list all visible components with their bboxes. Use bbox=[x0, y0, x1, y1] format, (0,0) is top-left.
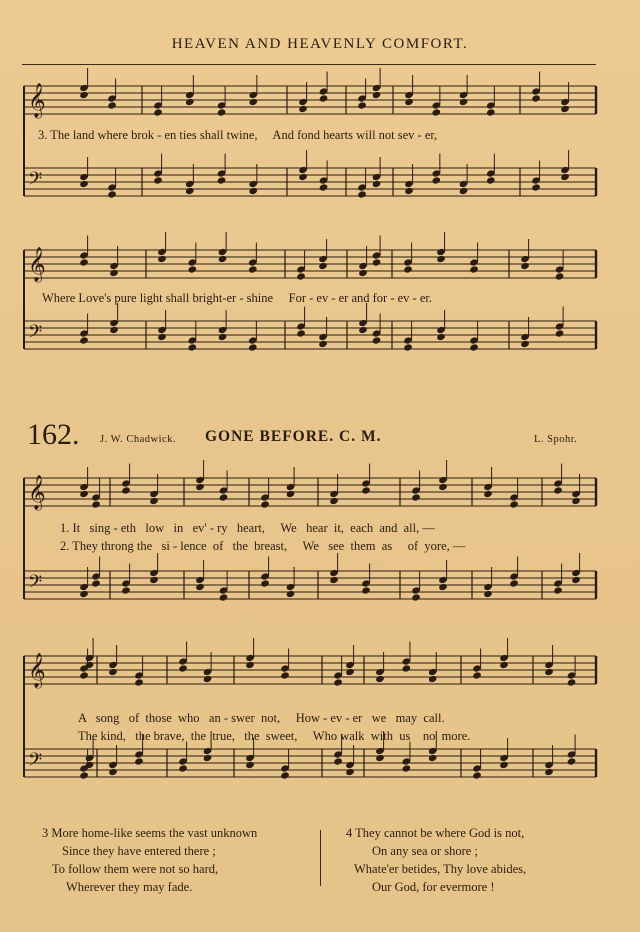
note-head bbox=[372, 258, 382, 266]
lyric-s1-verse1: 1. It sing - eth low in ev' - ry heart, We hear it, each and all, — bbox=[60, 521, 435, 535]
note-head bbox=[499, 661, 509, 669]
note-head bbox=[195, 483, 205, 491]
note-head bbox=[372, 91, 382, 99]
note-head bbox=[149, 497, 159, 505]
verse-4-line-4: Our God, for evermore ! bbox=[372, 880, 495, 894]
note-head bbox=[260, 579, 270, 587]
note-head bbox=[286, 490, 296, 498]
note-head bbox=[245, 761, 255, 769]
note-head bbox=[319, 94, 329, 102]
note-head bbox=[121, 486, 131, 494]
note-head bbox=[329, 576, 339, 584]
note-head bbox=[438, 483, 448, 491]
bass-clef-icon: 𝄢 bbox=[28, 750, 43, 775]
note-head bbox=[248, 265, 258, 273]
note-head bbox=[79, 590, 89, 598]
note-head bbox=[153, 108, 163, 116]
lyric-s2-verse1: A song of those who an - swer not, How - ev - er we may call. bbox=[78, 711, 445, 725]
note-head bbox=[403, 265, 413, 273]
note-head bbox=[486, 176, 496, 184]
note-head bbox=[486, 108, 496, 116]
treble-clef-icon: 𝄞 bbox=[28, 83, 46, 118]
note-head bbox=[555, 329, 565, 337]
note-head bbox=[79, 91, 89, 99]
note-head bbox=[361, 586, 371, 594]
note-head bbox=[219, 593, 229, 601]
note-head bbox=[79, 771, 89, 779]
treble-clef-icon: 𝄞 bbox=[28, 653, 46, 688]
note-head bbox=[472, 771, 482, 779]
note-head bbox=[134, 678, 144, 686]
note-head bbox=[357, 101, 367, 109]
note-head bbox=[195, 583, 205, 591]
note-head bbox=[318, 340, 328, 348]
verse-divider bbox=[320, 830, 321, 886]
note-head bbox=[520, 262, 530, 270]
note-head bbox=[153, 176, 163, 184]
note-head bbox=[79, 180, 89, 188]
note-head bbox=[109, 269, 119, 277]
note-head bbox=[459, 98, 469, 106]
verse-4-line-1: 4 They cannot be where God is not, bbox=[346, 826, 525, 840]
lyric-line-2: Where Love's pure light shall bright-er - shine For - ev - er and for - ev - er. bbox=[42, 291, 432, 305]
note-head bbox=[185, 98, 195, 106]
note-head bbox=[108, 768, 118, 776]
note-head bbox=[79, 258, 89, 266]
note-head bbox=[555, 272, 565, 280]
note-head bbox=[483, 590, 493, 598]
lyric-s1-verse2: 2. They throng the si - lence of the breast, We see them as of yore, — bbox=[60, 539, 466, 553]
treble-clef-icon: 𝄞 bbox=[28, 475, 46, 510]
note-head bbox=[431, 108, 441, 116]
note-head bbox=[567, 678, 577, 686]
note-head bbox=[134, 757, 144, 765]
note-head bbox=[121, 586, 131, 594]
note-head bbox=[79, 490, 89, 498]
hymn-author: J. W. Chadwick. bbox=[100, 434, 177, 445]
hymn-composer: L. Spohr. bbox=[534, 434, 578, 445]
verse-3 bbox=[42, 824, 257, 896]
note-head bbox=[248, 98, 258, 106]
note-head bbox=[107, 190, 117, 198]
note-head bbox=[107, 101, 117, 109]
note-head bbox=[91, 500, 101, 508]
note-head bbox=[469, 343, 479, 351]
verse-3-line-1: 3 More home-like seems the vast unknown bbox=[42, 826, 258, 840]
note-head bbox=[472, 671, 482, 679]
note-head bbox=[248, 343, 258, 351]
note-head bbox=[436, 255, 446, 263]
note-head bbox=[157, 333, 167, 341]
page-header: HEAVEN AND HEAVENLY COMFORT. bbox=[171, 36, 469, 52]
note-head bbox=[218, 333, 228, 341]
hymn-number: 162. bbox=[27, 418, 80, 451]
note-head bbox=[108, 668, 118, 676]
note-head bbox=[79, 671, 89, 679]
note-head bbox=[509, 500, 519, 508]
note-head bbox=[431, 176, 441, 184]
note-head bbox=[280, 771, 290, 779]
note-head bbox=[560, 173, 570, 181]
note-head bbox=[296, 329, 306, 337]
note-head bbox=[358, 269, 368, 277]
note-head bbox=[91, 579, 101, 587]
note-head bbox=[187, 265, 197, 273]
note-head bbox=[318, 262, 328, 270]
note-head bbox=[218, 255, 228, 263]
verse-4-line-2: On any sea or shore ; bbox=[372, 844, 478, 858]
note-head bbox=[298, 173, 308, 181]
note-head bbox=[553, 486, 563, 494]
note-head bbox=[219, 493, 229, 501]
note-head bbox=[203, 675, 213, 683]
verse-4-line-3: Whate'er betides, Thy love abides, bbox=[354, 862, 527, 876]
note-head bbox=[544, 768, 554, 776]
bass-clef-icon: 𝄢 bbox=[28, 322, 43, 347]
note-head bbox=[361, 486, 371, 494]
bass-clef-icon: 𝄢 bbox=[28, 169, 43, 194]
note-head bbox=[333, 757, 343, 765]
note-head bbox=[372, 180, 382, 188]
note-head bbox=[560, 105, 570, 113]
note-head bbox=[403, 343, 413, 351]
note-head bbox=[187, 343, 197, 351]
note-head bbox=[217, 108, 227, 116]
note-head bbox=[358, 326, 368, 334]
note-head bbox=[544, 668, 554, 676]
note-head bbox=[438, 583, 448, 591]
note-head bbox=[333, 678, 343, 686]
note-head bbox=[178, 664, 188, 672]
note-head bbox=[531, 94, 541, 102]
note-head bbox=[553, 586, 563, 594]
note-head bbox=[280, 671, 290, 679]
note-head bbox=[411, 493, 421, 501]
note-head bbox=[483, 490, 493, 498]
note-head bbox=[567, 757, 577, 765]
note-head bbox=[436, 333, 446, 341]
note-head bbox=[185, 187, 195, 195]
note-head bbox=[319, 183, 329, 191]
note-head bbox=[531, 183, 541, 191]
note-head bbox=[329, 497, 339, 505]
note-head bbox=[571, 576, 581, 584]
note-head bbox=[428, 754, 438, 762]
note-head bbox=[79, 336, 89, 344]
note-head bbox=[203, 754, 213, 762]
note-head bbox=[428, 675, 438, 683]
verse-3-line-4: Wherever they may fade. bbox=[66, 880, 193, 894]
verse-3-line-3: To follow them were not so hard, bbox=[52, 862, 219, 876]
verse-4 bbox=[346, 824, 526, 896]
note-head bbox=[298, 105, 308, 113]
lyric-line-1: 3. The land where brok - en ties shall twine, And fond hearts will not sev - er, bbox=[38, 128, 438, 142]
note-head bbox=[469, 265, 479, 273]
note-head bbox=[178, 764, 188, 772]
note-head bbox=[345, 768, 355, 776]
note-head bbox=[286, 590, 296, 598]
note-head bbox=[509, 579, 519, 587]
verse-3-line-2: Since they have entered there ; bbox=[62, 844, 216, 858]
note-head bbox=[296, 272, 306, 280]
note-head bbox=[149, 576, 159, 584]
note-head bbox=[411, 593, 421, 601]
note-head bbox=[357, 190, 367, 198]
hymn-title: GONE BEFORE. C. M. bbox=[205, 428, 382, 445]
note-head bbox=[372, 336, 382, 344]
lyric-s2-verse2: The kind, the brave, the true, the sweet, Who walk with us no more. bbox=[78, 729, 471, 743]
note-head bbox=[248, 187, 258, 195]
note-head bbox=[402, 764, 412, 772]
bass-clef-icon: 𝄢 bbox=[28, 572, 43, 597]
note-head bbox=[345, 668, 355, 676]
note-head bbox=[245, 661, 255, 669]
note-head bbox=[260, 500, 270, 508]
note-head bbox=[520, 340, 530, 348]
note-head bbox=[459, 187, 469, 195]
note-head bbox=[402, 664, 412, 672]
treble-clef-icon: 𝄞 bbox=[28, 247, 46, 282]
note-head bbox=[375, 675, 385, 683]
note-head bbox=[109, 326, 119, 334]
note-head bbox=[375, 754, 385, 762]
note-head bbox=[404, 98, 414, 106]
note-head bbox=[499, 761, 509, 769]
note-head bbox=[571, 497, 581, 505]
note-head bbox=[404, 187, 414, 195]
note-head bbox=[157, 255, 167, 263]
note-head bbox=[217, 176, 227, 184]
